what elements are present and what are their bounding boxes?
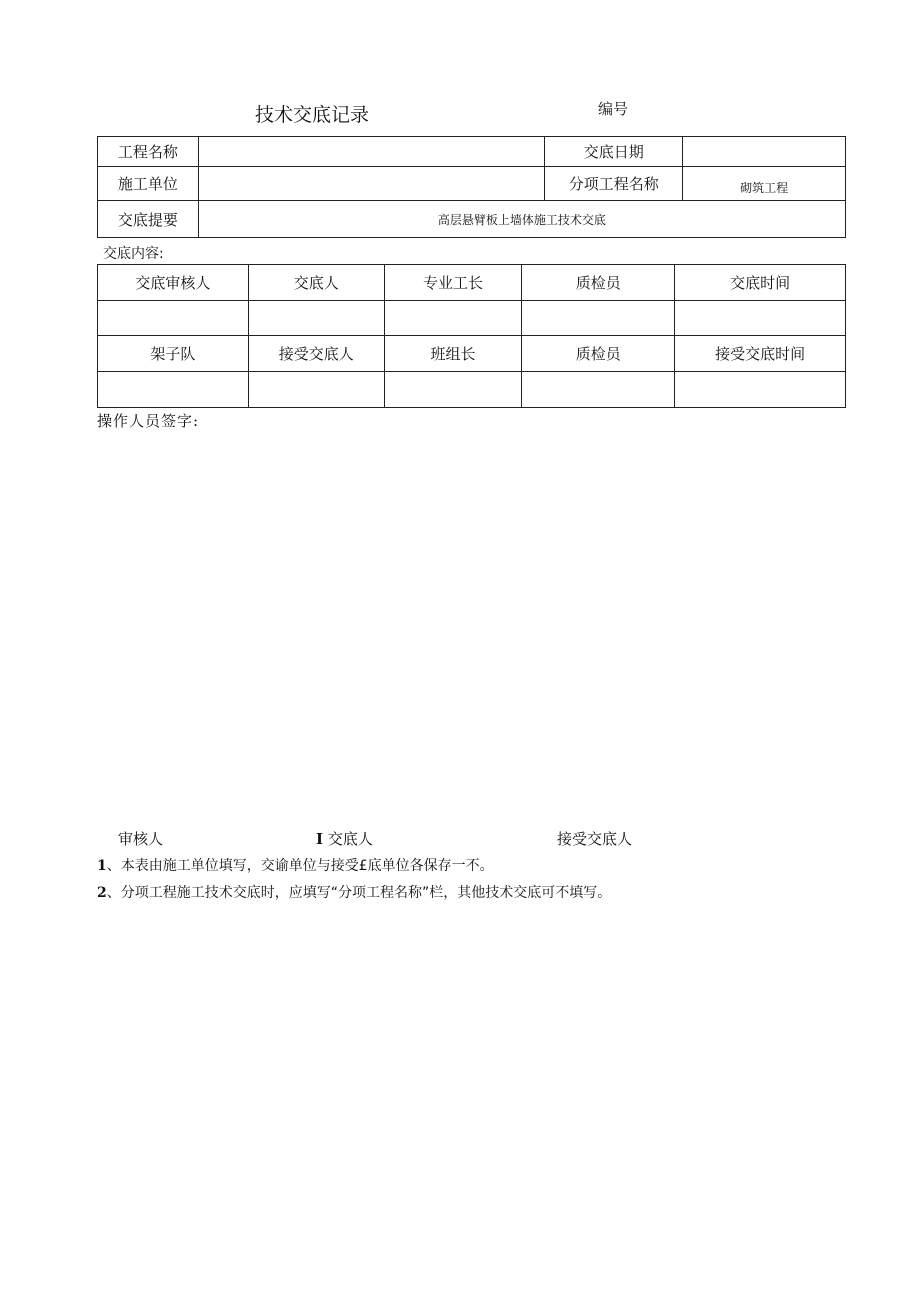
reviewer-label: 审核人 — [118, 830, 164, 848]
content-label: 交底内容: — [103, 246, 164, 262]
project-name-label: 工程名称 — [98, 137, 199, 167]
construction-unit-field[interactable] — [198, 167, 545, 201]
sign-header-cell: 交底时间 — [675, 265, 846, 301]
serial-number-label: 编号 — [598, 100, 629, 118]
sign-header-cell: 交底人 — [248, 265, 384, 301]
info-row-project — [98, 137, 846, 167]
project-name-field[interactable] — [198, 137, 545, 167]
date-label: 交底日期 — [545, 137, 683, 167]
signature-field[interactable] — [98, 301, 249, 336]
signature-field[interactable] — [675, 301, 846, 336]
sign-header-row-1 — [98, 265, 846, 301]
discloser-label: 交底人 — [327, 830, 373, 848]
info-row-summary — [98, 201, 846, 238]
signature-field[interactable] — [675, 372, 846, 408]
sub-project-label: 分项工程名称 — [545, 167, 683, 201]
note-text: 、本表由施工单位填写，交谕单位与接受£底单位各保存一不。 — [106, 858, 494, 874]
info-row-unit — [98, 167, 846, 201]
signature-field[interactable] — [248, 301, 384, 336]
signature-field[interactable] — [98, 372, 249, 408]
construction-unit-label: 施工单位 — [98, 167, 199, 201]
sign-input-row-1 — [98, 301, 846, 336]
sign-header-cell: 交底审核人 — [98, 265, 249, 301]
operator-signature-label: 操作人员签字: — [97, 412, 200, 430]
summary-label: 交底提要 — [98, 201, 199, 238]
note-text: 、分项工程施工技术交底时，应填写“分项工程名称”栏，其他技术交底可不填写。 — [106, 885, 612, 901]
signature-field[interactable] — [384, 372, 522, 408]
discloser-label-group — [316, 828, 373, 849]
note-item — [97, 882, 611, 902]
sign-header-cell: 架子队 — [98, 336, 249, 372]
info-table — [97, 136, 846, 238]
note-item — [97, 855, 494, 875]
discloser-marker: I — [316, 830, 324, 848]
signature-field[interactable] — [248, 372, 384, 408]
note-number: 2 — [97, 885, 107, 901]
sign-header-row-2 — [98, 336, 846, 372]
receiver-label: 接受交底人 — [557, 830, 633, 848]
sub-project-field[interactable]: 砌筑工程 — [683, 167, 846, 201]
sign-header-cell: 质检员 — [522, 265, 675, 301]
signature-field[interactable] — [522, 301, 675, 336]
note-number: 1 — [97, 858, 107, 874]
sign-header-cell: 班组长 — [384, 336, 522, 372]
sign-header-cell: 质检员 — [522, 336, 675, 372]
signature-field[interactable] — [384, 301, 522, 336]
sign-input-row-2 — [98, 372, 846, 408]
date-field[interactable] — [683, 137, 846, 167]
signature-field[interactable] — [522, 372, 675, 408]
sign-header-cell: 专业工长 — [384, 265, 522, 301]
sign-header-cell: 接受交底时间 — [675, 336, 846, 372]
summary-field[interactable]: 高层悬臂板上墙体施工技术交底 — [198, 201, 845, 238]
sign-table — [97, 264, 846, 408]
page-title: 技术交底记录 — [255, 104, 370, 126]
sign-header-cell: 接受交底人 — [248, 336, 384, 372]
